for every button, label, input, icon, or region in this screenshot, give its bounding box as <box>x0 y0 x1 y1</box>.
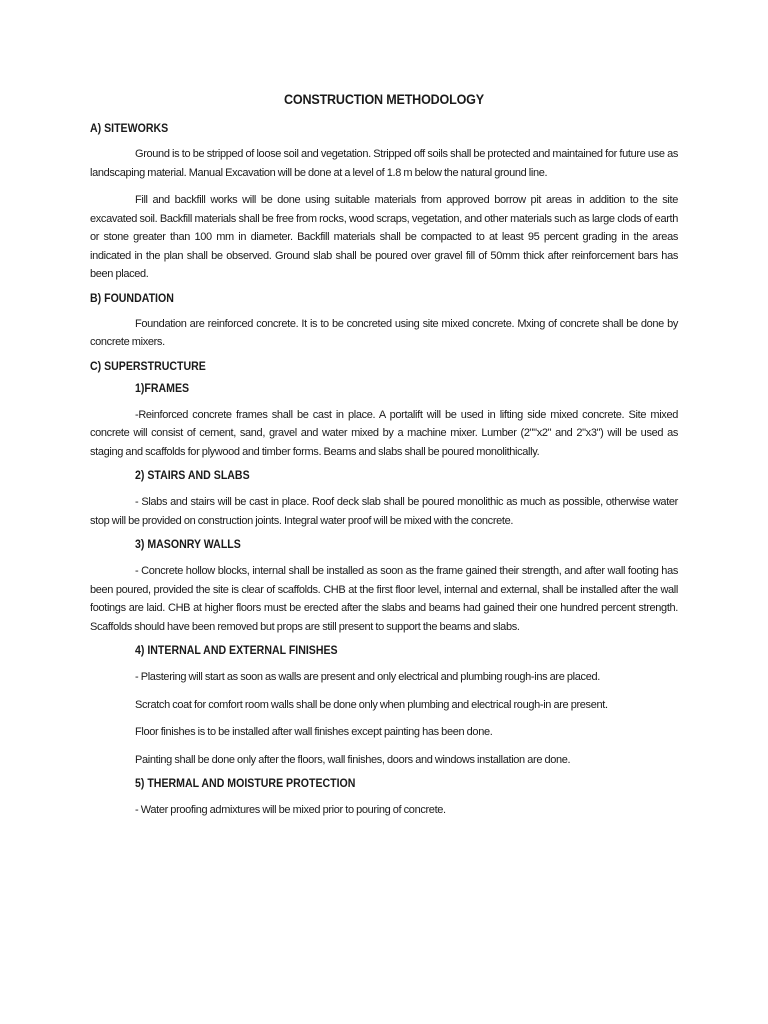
siteworks-paragraph-1: Ground is to be stripped of loose soil and vegetation. Stripped off soils shall be protected and maintained for future use as landscaping material. Manual Excavation will be done at a level of 1.8 m below the natural ground line. <box>90 148 678 179</box>
subsection-heading-frames: 1)FRAMES <box>135 382 190 395</box>
section-heading-superstructure: C) SUPERSTRUCTURE <box>90 360 206 373</box>
masonry-paragraph-1: - Concrete hollow blocks, internal shall be installed as soon as the frame gained their strength, and after wall footing has been poured, provided the site is clear of scaffolds. CHB at the first floor level, internal and external, shall be installed after the wall footings are laid. CHB at higher floors must be erected after the slabs and beams had gained their one hundred percent strength. Scaffolds should have been removed but props are still present to support the beams and slabs. <box>90 565 678 633</box>
finishes-paragraph-4: Painting shall be done only after the floors, wall finishes, doors and windows installation are done. <box>135 753 571 766</box>
thermal-paragraph-1: - Water proofing admixtures will be mixed prior to pouring of concrete. <box>135 804 446 816</box>
siteworks-paragraph-2: Fill and backfill works will be done using suitable materials from approved borrow pit areas in addition to the site excavated soil. Backfill materials shall be free from rocks, wood scraps, vegetation, and other materials such as large clods of earth or stone greater than 100 mm in diameter. Backfill materials shall be compacted to at least 95 percent grading in the areas indicated in the plan shall be observed. Ground slab shall be poured over gravel fill of 50mm thick after reinforcement bars has been placed. <box>90 194 678 280</box>
frames-paragraph-1: -Reinforced concrete frames shall be cast in place. A portalift will be used in lifting side mixed concrete. Site mixed concrete will consist of cement, sand, gravel and water mixed by a machine mixer. Lumber (2""x2" and 2"x3") will be used as staging and scaffolds for plywood and timber forms. Beams and slabs shall be poured monolithically. <box>90 408 678 458</box>
document-title: CONSTRUCTION METHODOLOGY <box>284 92 484 107</box>
subsection-heading-stairs-slabs: 2) STAIRS AND SLABS <box>135 470 250 482</box>
section-heading-siteworks: A) SITEWORKS <box>90 123 169 135</box>
subsection-heading-finishes: 4) INTERNAL AND EXTERNAL FINISHES <box>135 645 338 657</box>
finishes-paragraph-3: Floor finishes is to be installed after wall finishes except painting has been done. <box>135 726 493 738</box>
stairs-paragraph-1: - Slabs and stairs will be cast in place. Roof deck slab shall be poured monolithic as much as possible, otherwise water stop will be provided on construction joints. Integral water proof will be mixed with the concrete. <box>90 496 678 527</box>
finishes-paragraph-1: - Plastering will start as soon as walls are present and only electrical and plumbing rough-ins are placed. <box>135 671 600 683</box>
foundation-paragraph-1: Foundation are reinforced concrete. It is to be concreted using site mixed concrete. Mxing of concrete shall be done by concrete mixers. <box>90 317 678 348</box>
subsection-heading-masonry-walls: 3) MASONRY WALLS <box>135 539 241 551</box>
section-heading-foundation: B) FOUNDATION <box>90 292 174 305</box>
finishes-paragraph-2: Scratch coat for comfort room walls shall be done only when plumbing and electrical rough-in are present. <box>135 698 608 711</box>
subsection-heading-thermal-moisture: 5) THERMAL AND MOISTURE PROTECTION <box>135 778 356 790</box>
